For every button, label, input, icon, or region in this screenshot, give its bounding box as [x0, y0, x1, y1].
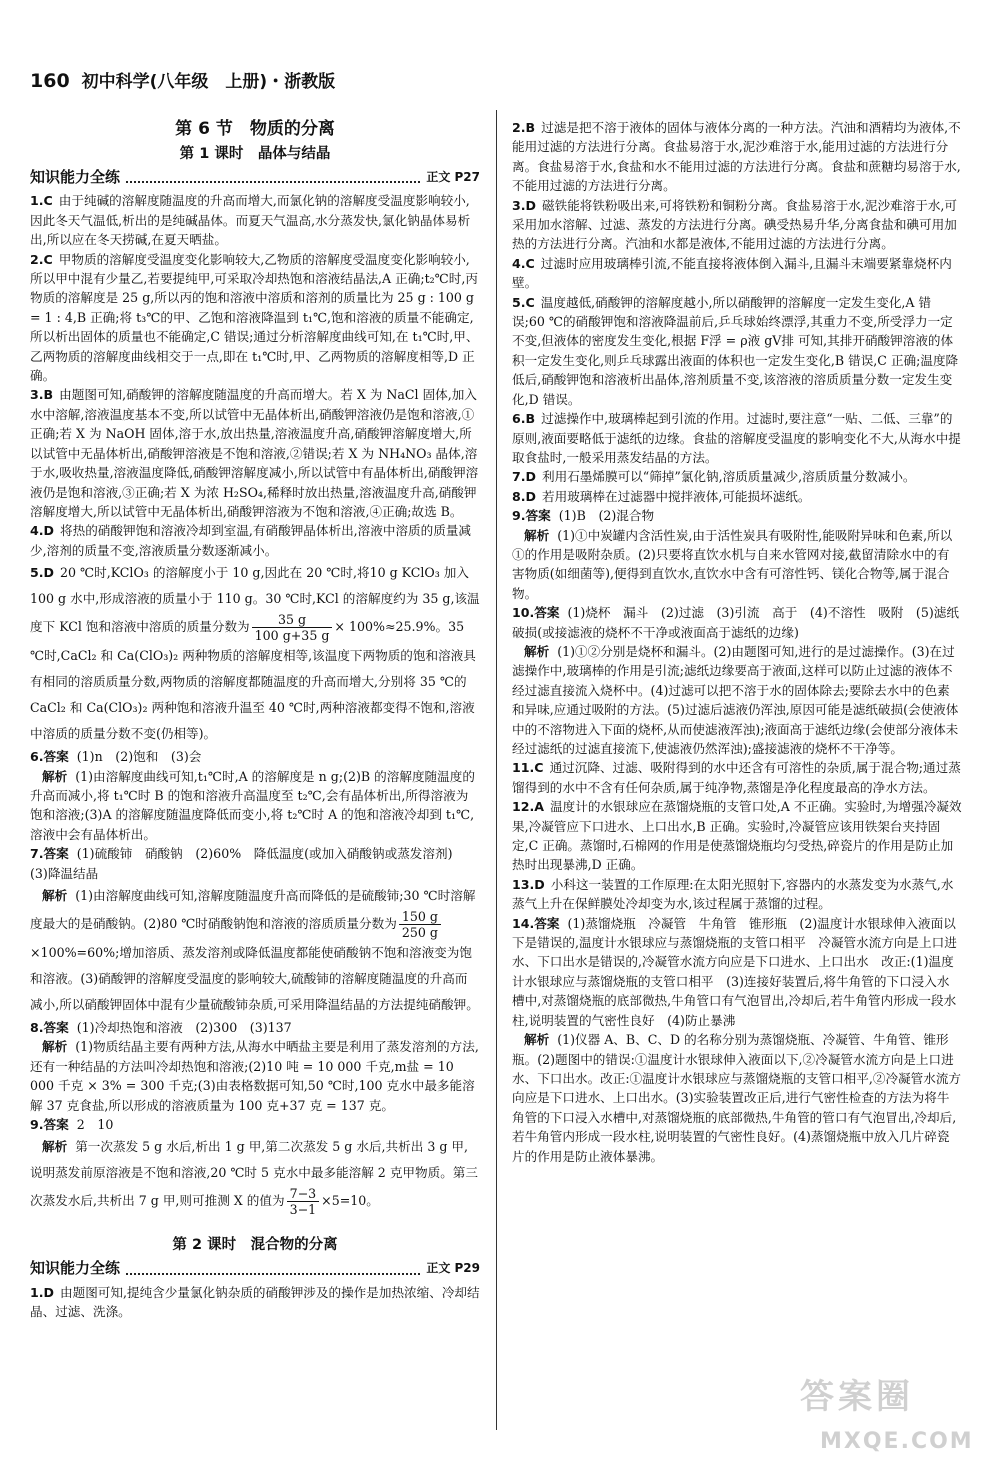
- analysis-label: 解析: [524, 643, 550, 659]
- analysis-text: (1)由溶解度曲线可知,t₁℃时,A 的溶解度是 n g;(2)B 的溶解度随温度的升高而减小,将 t₁℃时 B 的饱和溶液升高温度至 t₂℃,会有晶体析出,所得溶液为饱和溶液;(3)A 的溶解度随温度降低而变小,将 t₂℃时 A 的饱和溶液冷却到 t₁℃,溶液中会有晶体析出。: [30, 768, 475, 842]
- item-text: 20 ℃时,KClO₃ 的溶解度小于 10 g,因此在 20 ℃时,将10 g KClO₃ 加入 100 g 水中,形成溶液的质量小于 110 g。30 ℃时,KCl 的溶解度约为 35 g,该温度下 KCl 饱和溶液中溶质的质量分数为: [30, 565, 480, 635]
- analysis-label: 解析: [42, 1139, 68, 1155]
- analysis-text: (1)由溶解度曲线可知,溶解度随温度升高而降低的是硫酸铈;30 ℃时溶解度最大的是硝酸钠。(2)80 ℃时硝酸钠饱和溶液的溶质质量分数为: [30, 887, 476, 931]
- item-text: 由题图可知,提纯含少量氯化钠杂质的硝酸钾涉及的操作是加热浓缩、冷却结晶、过滤、洗涤。: [30, 1284, 480, 1320]
- analysis-text: (1)仪器 A、B、C、D 的名称分别为蒸馏烧瓶、冷凝管、牛角管、锥形瓶。(2)题图中的错误:①温度计水银球伸入液面以下,②冷凝管水流方向是上口进水、下口出水。改正:①温度计水银球应与蒸馏烧瓶的支管口相平,②冷凝管水流方向应是下口进水、上口出水。(3)实验装置改正后,进行气密性检查的方法为将牛角管的下口浸入水槽中,对蒸馏烧瓶的底部微热,牛角管的管口有气泡冒出,冷却后,若牛角管内形成一段水柱,说明装置的气密性良好。(4)蒸馏烧瓶中放入几片碎瓷片的作用是防止液体暴沸。: [512, 1032, 962, 1164]
- item-answer: (1)烧杯 漏斗 (2)过滤 (3)引流 高于 (4)不溶性 吸附 (5)滤纸破损(或接滤液的烧杯不干净或液面高于滤纸的边缘): [512, 605, 959, 640]
- answer-item: [512, 467, 962, 486]
- item-number: 6.B: [512, 411, 536, 427]
- fraction: [252, 612, 333, 643]
- item-text: 过滤操作中,玻璃棒起到引流的作用。过滤时,要注意“一贴、二低、三靠”的原则,液面要略低于滤纸的边缘。食盐的溶解度受温度的影响变化不大,从海水中提取食盐时,一般采用蒸发结晶的方法。: [512, 411, 961, 465]
- item-number: 4.C: [512, 255, 535, 271]
- item-text: × 100%≈25.9%。35 ℃时,CaCl₂ 和 Ca(ClO₃)₂ 两种物质的溶解度相等,该温度下两物质的饱和溶液具有相同的溶质质量分数,两物质的溶解度都随温度的升高而增大,分别将 35 ℃的 CaCl₂ 和 Ca(ClO₃)₂ 两种饱和溶液升温至 40 ℃时,两种溶液都变得不饱和,溶液中溶质的质量分数不变(仍相等)。: [30, 619, 476, 742]
- answer-item: [512, 487, 962, 506]
- analysis-text: (1)①②分别是烧杯和漏斗。(2)由题图可知,进行的是过滤操作。(3)在过滤操作中,玻璃棒的作用是引流;滤纸边缘要高于液面,这样可以防止过滤的液体不经过滤直接流入烧杯中。(4)过滤可以把不溶于水的固体除去;要除去水中的色素和异味,应通过吸附的方法。(5)过滤后滤液仍浑浊,原因可能是滤纸破损(会使液体中的不溶物进入下面的烧杯,从而使滤液浑浊);液面高于滤纸边缘(会使部分液体未经过滤纸的过滤直接流下,使滤液仍然浑浊);盛接滤液的烧杯不干净等。: [512, 643, 959, 756]
- item-number: 1.D: [30, 1284, 55, 1300]
- left-column: [30, 112, 480, 1322]
- item-number: 5.D: [30, 565, 55, 581]
- page-number: 160: [30, 70, 70, 92]
- band-dots: [126, 172, 420, 183]
- answer-item: [512, 409, 962, 467]
- item-number: 6.答案: [30, 749, 69, 765]
- item-number: 12.A: [512, 799, 545, 815]
- item-text: 由题图可知,硝酸钾的溶解度随温度的升高而增大。若 X 为 NaCl 固体,加入水中溶解,溶液温度基本不变,所以试管中无晶体析出,硝酸钾溶液仍是饱和溶液,①正确;若 X 为 NaOH 固体,溶于水,放出热量,溶液温度升高,硝酸钾溶解度增大,所以试管中无晶体析出,硝酸钾溶液是不饱和溶液,②错误;若 X 为 NH₄NO₃ 晶体,溶于水,吸收热量,溶液温度降低,硝酸钾溶解度减小,所以试管中有晶体析出,硝酸钾溶液仍是饱和溶液,③正确;若 X 为浓 H₂SO₄,稀释时放出热量,溶液温度升高,硝酸钾溶解度增大,所以试管中无晶体析出,硝酸钾溶液为不饱和溶液,④正确;故选 B。: [30, 387, 479, 519]
- analysis-label: 解析: [42, 887, 68, 903]
- item-text: 通过沉降、过滤、吸附得到的水中还含有可溶性的杂质,属于混合物;通过蒸馏得到的水中不含有任何杂质,属于纯净物,蒸馏是净化程度最高的净水方法。: [512, 760, 961, 795]
- answer-item: [30, 250, 480, 386]
- item-number: 9.答案: [30, 1117, 69, 1132]
- analysis: [512, 642, 962, 758]
- band-ref: 正文 P29: [426, 1261, 480, 1276]
- item-text: 过滤是把不溶于液体的固体与液体分离的一种方法。汽油和酒精均为液体,不能用过滤的方法进行分离。食盐易溶于水,泥沙难溶于水,能用过滤的方法进行分离。食盐易溶于水,食盐和水不能用过滤的方法进行分离。食盐和蔗糖均易溶于水,不能用过滤的方法进行分离。: [512, 120, 961, 194]
- item-number: 5.C: [512, 294, 535, 310]
- analysis-text: ×5=10。: [321, 1193, 379, 1209]
- item-number: 10.答案: [512, 605, 560, 621]
- answer-item: [30, 1283, 480, 1322]
- answer-item: [30, 1018, 480, 1037]
- fraction-numerator: 7−3: [287, 1186, 320, 1202]
- item-text: 小科这一装置的工作原理:在太阳光照射下,容器内的水蒸发变为水蒸气,水蒸气上升在保鲜膜处冷却变为水,该过程属于蒸馏的过程。: [512, 876, 954, 912]
- item-answer: 2 10: [76, 1117, 114, 1132]
- answer-item: [512, 797, 962, 875]
- answer-item: [512, 603, 962, 642]
- item-number: 8.答案: [30, 1019, 69, 1035]
- analysis-label: 解析: [42, 768, 68, 784]
- answer-item: [512, 196, 962, 254]
- book-title: 初中科学(八年级 上册)・浙教版: [81, 72, 336, 92]
- answer-item: [30, 844, 480, 883]
- item-number: 7.答案: [30, 846, 69, 862]
- item-number: 14.答案: [512, 915, 560, 931]
- item-number: 3.D: [512, 197, 537, 213]
- item-number: 7.D: [512, 469, 537, 485]
- fraction-numerator: 35 g: [252, 612, 333, 628]
- item-number: 11.C: [512, 760, 544, 776]
- item-text: 温度计的水银球应在蒸馏烧瓶的支管口处,A 不正确。实验时,为增强冷凝效果,冷凝管应下口进水、上口出水,B 正确。实验时,冷凝管应该用铁架台夹持固定,C 正确。蒸馏时,石棉网的作用是使蒸馏烧瓶均匀受热,碎瓷片的作用是防止加热时出现暴沸,D 正确。: [512, 799, 962, 873]
- item-number: 2.B: [512, 120, 536, 135]
- answer-item: [512, 875, 962, 914]
- item-number: 9.答案: [512, 508, 551, 524]
- band-dots: [126, 1264, 420, 1275]
- fraction-denominator: 250 g: [401, 924, 438, 940]
- item-answer: (1)B (2)混合物: [558, 508, 655, 524]
- answer-item: [30, 521, 480, 560]
- analysis-label: 解析: [524, 527, 550, 543]
- item-number: 4.D: [30, 523, 55, 539]
- item-text: 磁铁能将铁粉吸出来,可将铁粉和铜粉分离。食盐易溶于水,泥沙难溶于水,可采用加水溶解、过滤、蒸发的方法进行分离。碘受热易升华,分离食盐和碘可用加热的方法进行分离。汽油和水都是液体,不能用过滤的方法进行分离。: [512, 197, 958, 252]
- analysis: [512, 1030, 962, 1166]
- answer-item: [512, 118, 962, 196]
- analysis-label: 解析: [524, 1032, 550, 1048]
- lesson2-band: [30, 1259, 480, 1278]
- answer-item: [30, 747, 480, 766]
- analysis-text: 第一次蒸发 5 g 水后,析出 1 g 甲,第二次蒸发 5 g 水后,共析出 3 g 甲,说明蒸发前原溶液是不饱和溶液,20 ℃时 5 克水中最多能溶解 2 克甲物质。第三次蒸发水后,共析出 7 g 甲,则可推测 X 的值为: [30, 1139, 478, 1209]
- answer-item: [512, 758, 962, 797]
- column-divider: [496, 110, 497, 1430]
- item-number: 1.C: [30, 193, 53, 209]
- item-text: 温度越低,硝酸钾的溶解度越小,所以硝酸钾的溶解度一定发生变化,A 错误;60 ℃的硝酸钾饱和溶液降温前后,乒乓球始终漂浮,其重力不变,所受浮力一定不变,但液体的密度发生变化,根据 F浮 = ρ液 gV排 可知,其排开硝酸钾溶液的体积一定发生变化,则乒乓球露出液面的体积也一定发生变化,B 错误,C 正确;温度降低后,硝酸钾饱和溶液析出晶体,溶剂质量不变,该溶液的溶质质量分数一定发生变化,D 错误。: [512, 294, 959, 407]
- watermark-text: 答案圈: [800, 1377, 914, 1417]
- page-header: [30, 72, 335, 92]
- answer-item: [30, 560, 480, 747]
- item-answer: (1)蒸馏烧瓶 冷凝管 牛角管 锥形瓶 (2)温度计水银球伸入液面以下是错误的,温度计水银球应与蒸馏烧瓶的支管口相平 冷凝管水流方向是上口进水、下口出水是错误的,冷凝管水流方向应是下口进水、上口出水 改正:(1)温度计水银球应与蒸馏烧瓶的支管口相平 (3)连接好装置后,将牛角管的下口浸入水槽中,对蒸馏烧瓶的底部微热,牛角管口有气泡冒出,冷却后,若牛角管内形成一段水柱,说明装置的气密性良好 (4)防止暴沸: [512, 915, 957, 1028]
- band-ref: 正文 P27: [426, 170, 480, 184]
- analysis: [512, 526, 962, 604]
- section-title: 第 6 节 物质的分离: [175, 119, 335, 139]
- lesson1-band: [30, 168, 480, 187]
- lesson2-title: 第 2 课时 混合物的分离: [172, 1237, 338, 1254]
- analysis: [30, 767, 480, 845]
- item-number: 3.B: [30, 387, 54, 403]
- answer-item: [512, 914, 962, 1030]
- fraction: [287, 1186, 320, 1217]
- item-text: 由于纯碱的溶解度随温度的升高而增大,而氯化钠的溶解度受温度影响较小,因此冬天气温低,析出的是纯碱晶体。而夏天气温高,水分蒸发快,氯化钠晶体易析出,所以应在冬天捞碱,在夏天晒盐。: [30, 193, 471, 248]
- answer-item: [512, 293, 962, 409]
- answer-item: [30, 385, 480, 521]
- spacer: [30, 1217, 480, 1233]
- analysis-text: ×100%=60%;增加溶质、蒸发溶剂或降低温度都能使硝酸钠不饱和溶液变为饱和溶液。(3)硝酸钾的溶解度受温度的影响较大,硫酸铈的溶解度随温度的升高而减小,所以硝酸钾固体中混有少量硫酸铈杂质,可采用降温结晶的方法提纯硝酸钾。: [30, 944, 479, 1012]
- analysis-label: 解析: [42, 1039, 68, 1055]
- analysis: [30, 883, 480, 1018]
- answer-item: [512, 506, 962, 525]
- item-answer: (1)硫酸铈 硝酸钠 (2)60% 降低温度(或加入硝酸钠或蒸发溶剂) (3)降温结晶: [30, 846, 466, 881]
- analysis: [30, 1037, 480, 1115]
- answer-item: [30, 1115, 480, 1134]
- item-text: 甲物质的溶解度受温度变化影响较大,乙物质的溶解度受温度变化影响较小,所以甲中混有少量乙,若要提纯甲,可采取冷却热饱和溶液结晶法,A 正确;t₂℃时,丙物质的溶解度是 25 g,所以丙的饱和溶液中溶质和溶剂的质量比为 25 g : 100 g = 1 : 4,B 正确;将 t₃℃的甲、乙饱和溶液降温到 t₁℃,饱和溶液的质量不能确定,所以析出固体的质量也不能确定,C 错误;通过分析溶解度曲线可知,在 t₁℃时,甲、乙两物质的溶解度曲线相交于一点,即在 t₁℃时,甲、乙两物质的溶解度相等,D 正确。: [30, 251, 479, 384]
- analysis-text: (1)物质结晶主要有两种方法,从海水中晒盐主要是利用了蒸发溶剂的方法,还有一种结晶的方法叫冷却热饱和溶液;(2)10 吨 = 10 000 千克,m盐 = 10 000 千克 × 3% = 300 千克;(3)由表格数据可知,50 ℃时,100 克水中最多能溶解 37 克食盐,所以形成的溶液质量为 100 克+37 克 = 137 克。: [30, 1039, 479, 1113]
- item-number: 13.D: [512, 876, 545, 892]
- watermark-url: MXQE.COM: [820, 1429, 974, 1454]
- item-number: 2.C: [30, 251, 53, 267]
- analysis-text: (1)①中炭罐内含活性炭,由于活性炭具有吸附性,能吸附异味和色素,所以①的作用是吸附杂质。(2)只要将直饮水机与自来水管网对接,截留清除水中的有害物质(如细菌等),便得到直饮水,直饮水中含有可溶性钙、镁化合物等,属于混合物。: [512, 527, 953, 601]
- answer-item: [512, 254, 962, 293]
- item-number: 8.D: [512, 488, 537, 504]
- fraction-denominator: 3−1: [289, 1202, 317, 1218]
- item-text: 将热的硝酸钾饱和溶液冷却到室温,有硝酸钾晶体析出,溶液中溶质的质量减少,溶剂的质量不变,溶液质量分数逐渐减小。: [30, 523, 472, 558]
- band-label: 知识能力全练: [30, 168, 121, 186]
- band-label: 知识能力全练: [30, 1259, 121, 1278]
- item-text: 利用石墨烯膜可以“筛掉”氯化钠,溶质质量减少,溶质质量分数减小。: [542, 469, 916, 485]
- item-answer: (1)n (2)饱和 (3)会: [76, 749, 202, 765]
- item-answer: (1)冷却热饱和溶液 (2)300 (3)137: [76, 1019, 292, 1035]
- fraction-denominator: 100 g+35 g: [254, 628, 330, 644]
- item-text: 过滤时应用玻璃棒引流,不能直接将液体倒入漏斗,且漏斗末端要紧靠烧杯内壁。: [512, 255, 952, 291]
- watermark: [780, 1377, 980, 1463]
- lesson1-title: 第 1 课时 晶体与结晶: [179, 146, 331, 162]
- answer-item: [30, 191, 480, 249]
- fraction: [399, 909, 441, 940]
- right-column: [512, 118, 962, 1166]
- fraction-numerator: 150 g: [399, 909, 441, 925]
- item-text: 若用玻璃棒在过滤器中搅拌液体,可能损坏滤纸。: [542, 488, 811, 504]
- analysis: [30, 1134, 480, 1217]
